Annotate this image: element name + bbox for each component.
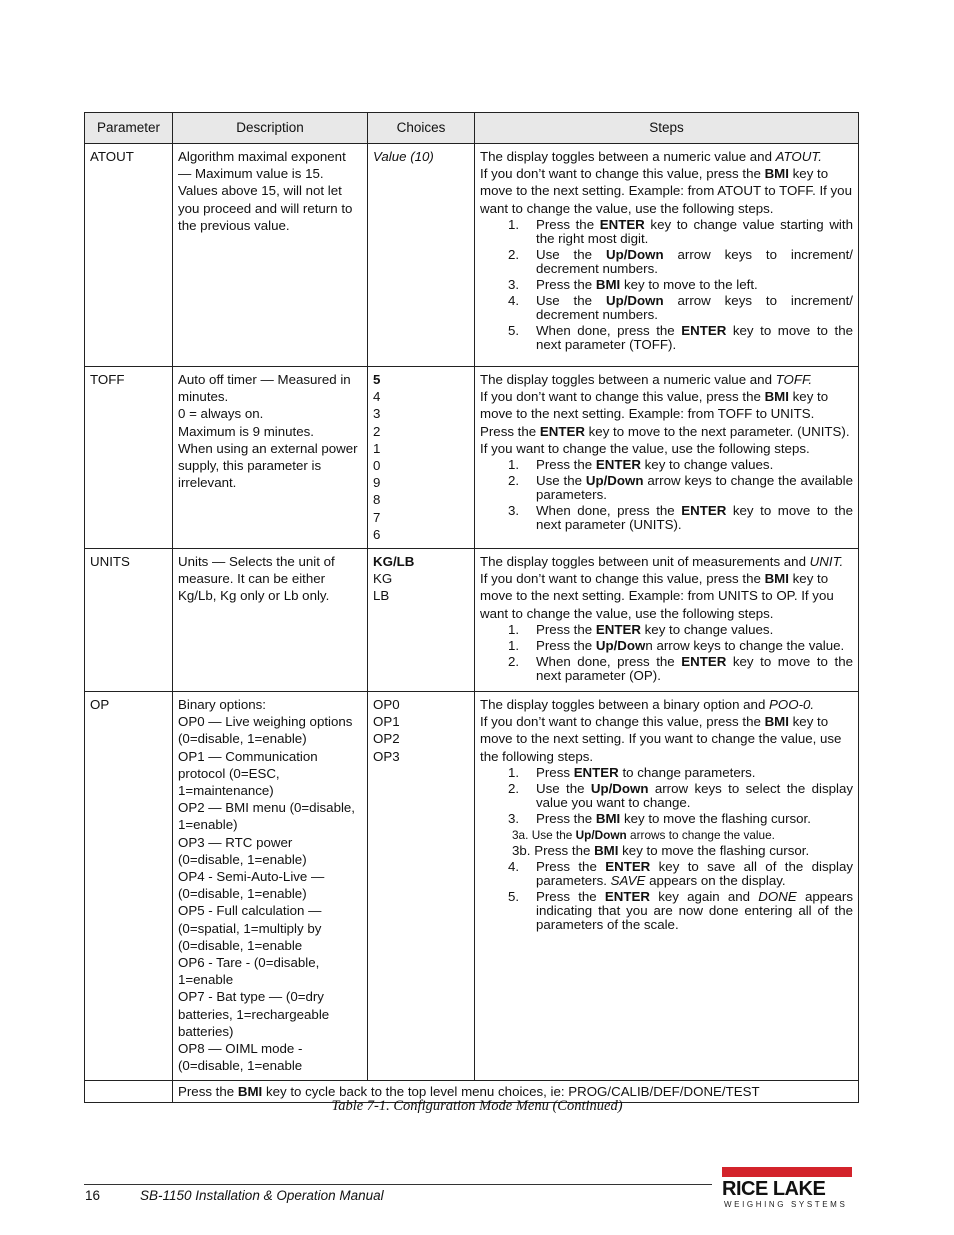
- step: [508, 458, 853, 472]
- paragraph: [480, 423, 853, 440]
- intro-text: [480, 148, 853, 165]
- choice-default: 5: [373, 372, 381, 387]
- text: Use the: [536, 246, 606, 262]
- substep: [508, 828, 853, 842]
- text: key to move the flashing cursor.: [620, 810, 811, 826]
- description-line: OP4 - Semi-Auto-Live —: [178, 869, 325, 885]
- key-name: Up/Dow: [595, 637, 646, 653]
- text: key to change value starting with the right most digit.: [536, 216, 853, 246]
- key-name: ENTER: [573, 764, 619, 780]
- text: The display toggles between unit of measurements and: [480, 554, 810, 570]
- text: If you don’t want to change this value, press the: [480, 166, 765, 182]
- choice: OP0: [373, 697, 400, 713]
- param-cell: ATOUT: [85, 144, 173, 367]
- step-number: 2.: [508, 780, 520, 796]
- choice: 8: [373, 492, 381, 508]
- paragraph: [480, 165, 853, 217]
- step: [508, 766, 853, 780]
- choice-default: KG/LB: [373, 554, 415, 570]
- table-row: [85, 367, 859, 549]
- choice: 2: [373, 423, 381, 439]
- key-name: ENTER: [681, 322, 727, 338]
- step-list: [480, 766, 853, 932]
- step-number: 1.: [508, 216, 520, 232]
- step-number: 1.: [508, 457, 520, 473]
- description-line: 1=enable): [178, 817, 238, 833]
- choice: 9: [373, 475, 381, 491]
- text: Press the: [480, 423, 540, 439]
- text: Press the: [178, 1083, 238, 1099]
- text: Press the: [536, 276, 596, 292]
- step: [508, 890, 853, 932]
- step-number: 3b.: [512, 842, 531, 858]
- step-number: 1.: [508, 637, 520, 653]
- footer-rule: [84, 1184, 712, 1185]
- description-line: Kg/Lb, Kg only or Lb only.: [178, 588, 330, 604]
- description-line: OP3 — RTC power: [178, 834, 293, 850]
- text: When done, press the: [536, 653, 682, 669]
- text: key to change values.: [640, 457, 774, 473]
- header-parameter: Parameter: [85, 113, 173, 144]
- choice: LB: [373, 588, 390, 604]
- choice: OP3: [373, 748, 400, 764]
- substep: [508, 844, 853, 858]
- step: [508, 639, 853, 653]
- step: [508, 278, 853, 292]
- text: When done, press the: [536, 322, 682, 338]
- description-line: When using an external power: [178, 440, 358, 456]
- intro-text: [480, 696, 853, 713]
- table-row: [85, 144, 859, 367]
- step-number: 1.: [508, 764, 520, 780]
- description-line: batteries): [178, 1023, 234, 1039]
- text: Use the: [536, 292, 606, 308]
- key-name: ENTER: [604, 888, 650, 904]
- text: key to move to the next setting. Example: from ATOUT to TOFF. If you want to change the value, use the following steps.: [480, 166, 852, 216]
- description-cell: [173, 367, 368, 549]
- description-line: — Maximum value is 15.: [178, 166, 324, 182]
- text: SAVE: [610, 872, 646, 888]
- text: POO-0.: [769, 697, 815, 713]
- step: [508, 504, 853, 532]
- param-cell: OP: [85, 692, 173, 1080]
- text: appears on the display.: [645, 872, 786, 888]
- step: [508, 248, 853, 276]
- paragraph: [480, 570, 853, 622]
- choice: 0: [373, 458, 381, 474]
- param-cell: UNITS: [85, 549, 173, 692]
- configuration-table: [84, 112, 859, 1103]
- steps-cell: [475, 144, 859, 367]
- step-number: 3a.: [512, 827, 529, 842]
- text: The display toggles between a numeric value and: [480, 149, 776, 164]
- text: Press the: [536, 621, 596, 637]
- description-line: (0=disable, 1=enable): [178, 731, 307, 747]
- text: Press the: [536, 888, 605, 904]
- step: [508, 623, 853, 637]
- text: key to move to the next parameter. (UNITS).: [584, 423, 850, 439]
- description-line: Values above 15, will not let: [178, 183, 342, 199]
- choice: 7: [373, 509, 381, 525]
- step: [508, 655, 853, 683]
- description-line: 0 = always on.: [178, 406, 264, 422]
- step: [508, 218, 853, 246]
- key-name: BMI: [237, 1083, 263, 1099]
- text: If you don’t want to change this value, press the: [480, 571, 765, 587]
- step: [508, 474, 853, 502]
- choices-cell: [368, 549, 475, 692]
- choice: 6: [373, 526, 381, 542]
- description-line: (0=disable, 1=enable: [178, 1058, 303, 1074]
- text: When done, press the: [536, 503, 682, 519]
- text: UNIT.: [809, 554, 844, 570]
- text: Press the: [536, 637, 596, 653]
- text: Use the: [531, 827, 576, 842]
- description-line: supply, this parameter is: [178, 458, 322, 474]
- choice: 1: [373, 440, 381, 456]
- description-line: Maximum is 9 minutes.: [178, 423, 314, 439]
- text: TOFF.: [775, 372, 813, 387]
- text: ATOUT.: [775, 149, 822, 164]
- header-row: [85, 113, 859, 144]
- description-cell: [173, 692, 368, 1080]
- choices-cell: [368, 692, 475, 1080]
- text: Press the: [536, 810, 596, 826]
- step-number: 1.: [508, 621, 520, 637]
- key-name: BMI: [595, 810, 621, 826]
- description-line: protocol (0=ESC,: [178, 765, 280, 781]
- text: n arrow keys to change the value.: [645, 637, 845, 653]
- choices-cell: [368, 144, 475, 367]
- text: key to move to the next setting. If you want to change the value, use the following steps.: [480, 714, 842, 764]
- text: arrows to change the value.: [626, 827, 775, 842]
- step-number: 2.: [508, 473, 520, 489]
- text: to change parameters.: [618, 764, 756, 780]
- description-cell: [173, 144, 368, 367]
- intro-text: [480, 371, 853, 388]
- text: appears indicating that you are now done entering all of the parameters of the scale.: [536, 888, 853, 932]
- description-line: 1=enable: [178, 972, 234, 988]
- paragraph: [480, 388, 853, 422]
- text: Press the: [536, 457, 596, 473]
- step: [508, 294, 853, 322]
- key-name: BMI: [764, 571, 789, 587]
- description-line: OP6 - Tare - (0=disable,: [178, 955, 320, 971]
- description-line: OP5 - Full calculation —: [178, 903, 322, 919]
- description-line: minutes.: [178, 389, 229, 405]
- text: Press the: [536, 858, 606, 874]
- text: arrow keys to change the available parameters.: [536, 473, 853, 503]
- logo-name: RICE LAKE: [722, 1178, 826, 1200]
- header-choices: Choices: [368, 113, 475, 144]
- manual-title: SB-1150 Installation & Operation Manual: [140, 1188, 384, 1203]
- text: key to move to the next parameter (TOFF).: [536, 322, 853, 352]
- table-caption: Table 7-1. Configuration Mode Menu (Continued): [331, 1098, 623, 1114]
- logo-bar: [722, 1167, 852, 1177]
- key-name: ENTER: [595, 457, 641, 473]
- key-name: ENTER: [681, 503, 727, 519]
- steps-cell: [475, 549, 859, 692]
- key-name: ENTER: [681, 653, 727, 669]
- step-number: 2.: [508, 246, 520, 262]
- description-line: irrelevant.: [178, 475, 237, 491]
- text: key to save all of the display parameters.: [536, 858, 853, 888]
- key-name: Up/Down: [605, 246, 664, 262]
- text: The display toggles between a binary option and: [480, 697, 770, 713]
- table-row: [85, 692, 859, 1080]
- description-line: (0=spatial, 1=multiply by: [178, 920, 322, 936]
- text: Press the: [534, 842, 595, 858]
- text: key to move to the next setting. Example: from TOFF to UNITS.: [480, 389, 829, 422]
- description-line: Units — Selects the unit of: [178, 554, 335, 570]
- step-number: 5.: [508, 322, 520, 338]
- key-name: ENTER: [595, 621, 641, 637]
- paragraph: If you want to change the value, use the following steps.: [480, 440, 810, 456]
- text: key to move to the left.: [620, 276, 758, 292]
- description-line: (0=disable, 1=enable): [178, 851, 307, 867]
- key-name: BMI: [595, 276, 621, 292]
- description-line: (0=disable, 1=enable: [178, 937, 303, 953]
- text: If you don’t want to change this value, press the: [480, 714, 765, 730]
- logo-subtitle: WEIGHING SYSTEMS: [724, 1200, 848, 1209]
- key-name: ENTER: [539, 423, 585, 439]
- rice-lake-logo: [722, 1167, 854, 1211]
- choice: KG: [373, 571, 393, 587]
- text: Use the: [536, 473, 586, 489]
- steps-cell: [475, 367, 859, 549]
- key-name: Up/Down: [585, 473, 644, 489]
- choice: 3: [373, 406, 381, 422]
- step-number: 2.: [508, 653, 520, 669]
- key-name: BMI: [764, 714, 789, 730]
- key-name: ENTER: [599, 216, 645, 232]
- steps-cell: [475, 692, 859, 1080]
- text: key to move to the next parameter (UNITS).: [536, 503, 853, 533]
- key-name: Up/Down: [590, 780, 649, 796]
- text: key to move the flashing cursor.: [618, 842, 810, 858]
- step-number: 3.: [508, 503, 520, 519]
- key-name: Up/Down: [575, 827, 627, 842]
- description-line: (0=disable, 1=enable): [178, 886, 307, 902]
- description-line: you proceed and will return to: [178, 200, 353, 216]
- text: Press the: [536, 216, 600, 232]
- description-line: OP7 - Bat type — (0=dry: [178, 989, 324, 1005]
- text: The display toggles between a numeric value and: [480, 372, 776, 387]
- description-line: Binary options:: [178, 697, 266, 713]
- step-number: 4.: [508, 292, 520, 308]
- description-line: OP0 — Live weighing options: [178, 714, 353, 730]
- step-number: 4.: [508, 858, 520, 874]
- step: [508, 324, 853, 352]
- description-line: OP2 — BMI menu (0=disable,: [178, 800, 356, 816]
- text: DONE: [758, 888, 797, 904]
- text: arrow keys to select the display value you want to change.: [536, 780, 853, 810]
- page-number: 16: [85, 1188, 101, 1203]
- choice: OP2: [373, 731, 400, 747]
- step: [508, 782, 853, 810]
- description-line: Algorithm maximal exponent: [178, 149, 346, 164]
- intro-text: [480, 553, 853, 570]
- key-name: BMI: [764, 166, 789, 182]
- description-line: OP1 — Communication: [178, 748, 318, 764]
- text: Press: [536, 764, 574, 780]
- description-line: batteries, 1=rechargeable: [178, 1006, 330, 1022]
- choices-cell: [368, 367, 475, 549]
- text: arrow keys to increment/ decrement numbers.: [536, 246, 853, 276]
- step-list: [480, 623, 853, 683]
- description-line: Auto off timer — Measured in: [178, 372, 351, 387]
- description-line: OP8 — OIML mode -: [178, 1041, 303, 1057]
- key-name: ENTER: [605, 858, 651, 874]
- param-cell: TOFF: [85, 367, 173, 549]
- text: key to move to the next parameter (OP).: [536, 653, 853, 683]
- text: Use the: [536, 780, 591, 796]
- description-line: 1=maintenance): [178, 783, 274, 799]
- key-name: BMI: [594, 842, 619, 858]
- choice: 4: [373, 389, 381, 405]
- table-row: [85, 549, 859, 692]
- description-line: measure. It can be either: [178, 571, 326, 587]
- header-description: Description: [173, 113, 368, 144]
- text: key again and: [650, 888, 759, 904]
- step-list: [480, 218, 853, 352]
- text: key to change values.: [640, 621, 774, 637]
- description-line: the previous value.: [178, 217, 290, 233]
- description-cell: [173, 549, 368, 692]
- choice: OP1: [373, 714, 400, 730]
- text: arrow keys to increment/ decrement numbers.: [536, 292, 853, 322]
- text: If you don’t want to change this value, press the: [480, 389, 765, 405]
- header-steps: Steps: [475, 113, 859, 144]
- text: key to move to the next setting. Example: from UNITS to OP. If you want to change the value, use the following steps.: [480, 571, 834, 621]
- step-list: [480, 458, 853, 532]
- step-number: 3.: [508, 276, 520, 292]
- step-number: 5.: [508, 888, 520, 904]
- key-name: Up/Down: [605, 292, 664, 308]
- key-name: BMI: [764, 389, 789, 405]
- paragraph: [480, 713, 853, 765]
- step-number: 3.: [508, 810, 520, 826]
- step: [508, 812, 853, 826]
- text: key to cycle back to the top level menu choices, ie: PROG/CALIB/DEF/DONE/TEST: [262, 1083, 760, 1099]
- step: [508, 860, 853, 888]
- choice: Value (10): [373, 149, 434, 164]
